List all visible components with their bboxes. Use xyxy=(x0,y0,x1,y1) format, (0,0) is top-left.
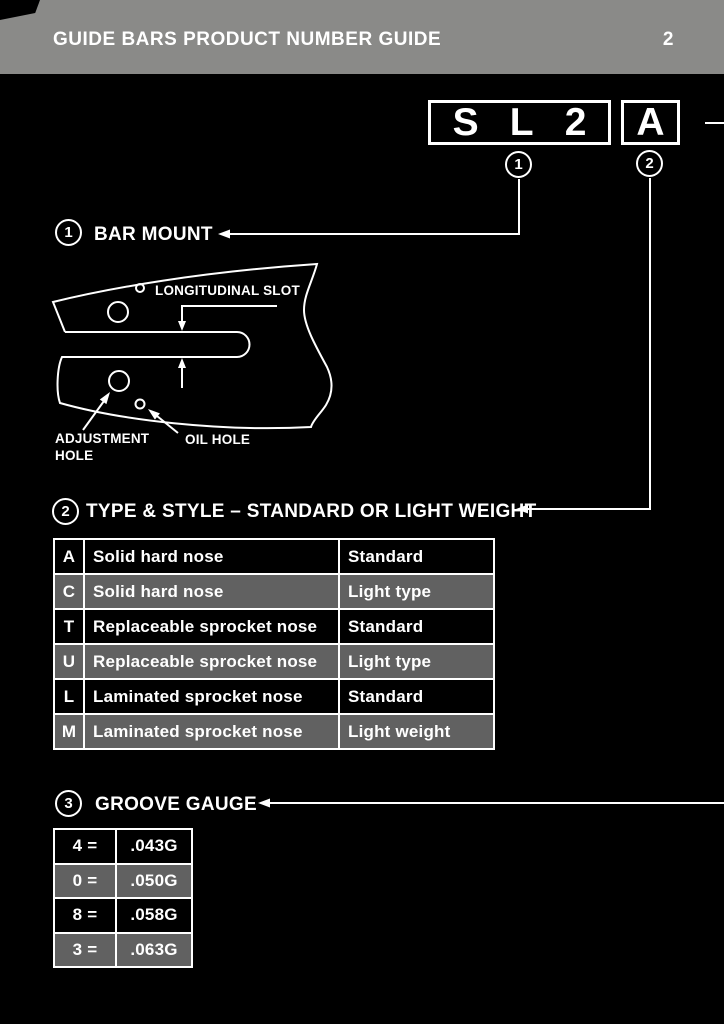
oil-hole-pointer-line xyxy=(157,416,178,433)
nose-type-cell: Replaceable sprocket nose xyxy=(85,610,338,643)
nose-type-cell: Solid hard nose xyxy=(85,540,338,573)
product-code-char: 2 xyxy=(564,101,587,144)
nose-type-cell: Solid hard nose xyxy=(85,575,338,608)
adjustment-hole xyxy=(109,371,129,391)
page-number: 2 xyxy=(662,29,674,50)
page-title: GUIDE BARS PRODUCT NUMBER GUIDE xyxy=(53,29,442,50)
adjustment-hole-label xyxy=(55,430,149,464)
type-code-cell: A xyxy=(55,540,83,573)
callout-1-arrowhead-icon xyxy=(218,230,230,239)
style-cell: Standard xyxy=(340,540,493,573)
type-style-table xyxy=(53,538,495,750)
product-code-box-bar-mount xyxy=(428,100,611,145)
style-cell: Light type xyxy=(340,575,493,608)
nose-type-cell: Laminated sprocket nose xyxy=(85,680,338,713)
adjustment-hole-arrowhead-icon xyxy=(100,392,110,404)
nose-type-cell: Replaceable sprocket nose xyxy=(85,645,338,678)
type-code-cell: T xyxy=(55,610,83,643)
nose-type-cell: Laminated sprocket nose xyxy=(85,715,338,748)
section-number: 2 xyxy=(61,503,70,520)
gauge-value-cell: .058G xyxy=(117,899,191,932)
section-number: 3 xyxy=(64,795,73,812)
oil-hole-label: OIL HOLE xyxy=(185,432,251,447)
callout-circle-2 xyxy=(636,150,663,177)
longitudinal-slot-label: LONGITUDINAL SLOT xyxy=(155,283,300,298)
section-number-circle-groove-gauge xyxy=(55,790,82,817)
product-code-char: A xyxy=(636,101,665,144)
oil-hole xyxy=(136,400,145,409)
small-hole-upper xyxy=(136,284,144,292)
product-code-box-type xyxy=(621,100,680,145)
mounting-hole-upper xyxy=(108,302,128,322)
gauge-code-cell: 4 = xyxy=(55,830,115,863)
callout-number: 2 xyxy=(645,155,654,172)
slot-dimension-leader-line xyxy=(182,306,277,322)
section-title-groove-gauge: GROOVE GAUGE xyxy=(95,794,257,815)
slot-dimension-arrow-up-icon xyxy=(178,358,186,368)
slot-dimension-arrow-down-icon xyxy=(178,321,186,331)
groove-gauge-arrowhead-icon xyxy=(258,799,270,808)
adjustment-hole-label-line1: ADJUSTMENT xyxy=(55,431,150,446)
gauge-code-cell: 8 = xyxy=(55,899,115,932)
section-title-type-style: TYPE & STYLE – STANDARD OR LIGHT WEIGHT xyxy=(86,501,537,522)
type-code-cell: C xyxy=(55,575,83,608)
type-code-cell: L xyxy=(55,680,83,713)
section-title-bar-mount: BAR MOUNT xyxy=(94,224,213,245)
callout-number: 1 xyxy=(514,156,523,173)
style-cell: Standard xyxy=(340,610,493,643)
style-cell: Light weight xyxy=(340,715,493,748)
type-code-cell: U xyxy=(55,645,83,678)
product-code-char: L xyxy=(509,101,534,144)
style-cell: Standard xyxy=(340,680,493,713)
section-number-circle-bar-mount xyxy=(55,219,82,246)
type-code-cell: M xyxy=(55,715,83,748)
adjustment-hole-label-line2: HOLE xyxy=(55,448,94,463)
callout-1-connector-line xyxy=(230,179,519,234)
product-code-char: S xyxy=(452,101,479,144)
gauge-code-cell: 0 = xyxy=(55,865,115,898)
callout-2-connector-line xyxy=(528,178,650,509)
groove-gauge-table xyxy=(53,828,193,968)
adjustment-hole-pointer-line xyxy=(83,401,104,430)
gauge-value-cell: .050G xyxy=(117,865,191,898)
callout-circle-1 xyxy=(505,151,532,178)
gauge-value-cell: .063G xyxy=(117,934,191,967)
style-cell: Light type xyxy=(340,645,493,678)
section-number-circle-type-style xyxy=(52,498,79,525)
gauge-code-cell: 3 = xyxy=(55,934,115,967)
gauge-value-cell: .043G xyxy=(117,830,191,863)
section-number: 1 xyxy=(64,224,73,241)
